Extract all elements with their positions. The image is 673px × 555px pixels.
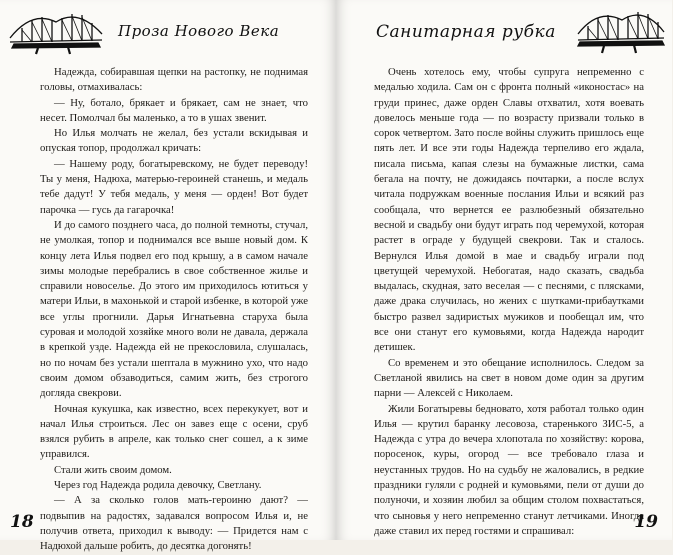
paragraph: Жили Богатыревы бедновато, хотя работал только один Илья — крутил баранку лесовоза, старенького ЗИС-5, а Надежда с утра до вечера хлопотала по хозяйству: корова, поросенок, куры, огород — все требовало глаза и неустанных трудов. Но на судьбу не жаловались, в редкие праздники гуляли с родней и кумовьями, пели от души до полуночи, и хозяин любил за общим столом похвастаться, что сыновья у него непременно станут летчиками. Иногда даже ставил их перед гостями и спрашивал:: [374, 402, 644, 537]
paragraph: — Ну, ботало, брякает и брякает, сам не знает, что несет. Помолчал бы маленько, а то в ушах звенит.: [40, 96, 308, 124]
paragraph: Но Илья молчать не желал, без устали вскидывая и опуская топор, продолжал кричать:: [40, 127, 308, 155]
paragraph: — А за сколько голов мать-героиню дают? — подвыпив на радостях, задавался вопросом Илья и, не получив ответа, приходил к выводу: — Придется нам с Надюхой дальше робить, до десятка догонять!: [40, 494, 308, 553]
paragraph: Стали жить своим домом.: [54, 463, 172, 476]
paragraph: Очень хотелось ему, чтобы супруга непременно с медалью ходила. Сам он с фронта полный «иконостас» на груди принес, даже орден Славы отхватил, хотя воевать довелось меньше года — по возрасту призвали только в сорок четвертом. Зато после войны служить пришлось еще пять лет. И все эти годы Надежда терпеливо его ждала, писала письма, капая слезы на бумажные листки, сама бегала на почту, не дожидаясь почтарки, а после вслух читала подружкам военные послания Ильи и всякий раз сообщала, что вернется ее разлюбезный обязательно весной и свадьбу они будут играть под черемухой, которая растет в ограде у будущей свекрови. Так и сталось. Вернулся Илья домой в мае и свадьбу играли под цветущей черемухой. Небогатая, надо сказать, свадьба выдалась, скудная, зато веселая — с песнями, с плясками, даже драка случилась, но жених с шутками-прибаутками быстро развел задиристых мужиков и пообещал им, что все они станут его кумовьями, когда Надежда народит детишек.: [374, 66, 644, 354]
right-page-header: [336, 0, 672, 56]
right-page-text: [374, 65, 644, 539]
paragraph: — Нашему роду, богатыревскому, не будет переводу! Ты у меня, Надюха, матерью-героиней станешь, и медаль тебе дадут! У тебя медаль, у меня — орден! Вот будет парочка — гусь да гагарочка!: [40, 157, 308, 216]
paragraph: Через год Надежда родила девочку, Светлану.: [54, 479, 262, 492]
paragraph: И до самого позднего часа, до полной темноты, стучал, не умолкая, топор и поднимался все выше новый дом. К концу лета Илья подвел его под крышу, а в самом начале зимы молодые перебрались в свое собственное жилье и справили новоселье. До этого им приходилось ютиться у матери Ильи, в махонькой и старой избенке, в которой уже все углы прогнили. Дарья Игнатьевна старуха была суровая и молодой хозяйке много воли не давала, держала в крепкой узде. Надежда ей не прекословила, слушалась, но по ночам без устали шептала в мужнино ухо, что надо своим домом обзаводиться, самим жить, без строгого догляда свекрови.: [40, 218, 308, 400]
paragraph: Ночная кукушка, как известно, всех перекукует, вот и начал Илья строиться. Лес он завез еще с осени, сруб взялся рубить в апреле, как только снег сошел, а к зиме управился.: [40, 402, 308, 461]
right-page: [336, 0, 672, 540]
page-number-left: 18: [10, 512, 34, 532]
running-head-left: Проза Нового Века: [118, 22, 280, 40]
bridge-illustration-icon: [576, 4, 666, 56]
left-page-header: [0, 0, 336, 56]
paragraph: Надежда, собиравшая щепки на растопку, не поднимая головы, отмахивалась:: [40, 66, 308, 94]
paragraph: Со временем и это обещание исполнилось. Следом за Светланой явились на свет в новом доме один за другим парни — Алексей с Николаем.: [374, 356, 644, 400]
left-page-text: [40, 65, 308, 555]
bridge-illustration-icon: [8, 4, 104, 56]
running-head-right: Санитарная рубка: [376, 22, 556, 42]
page-number-right: 19: [634, 512, 658, 532]
left-page: [0, 0, 336, 553]
